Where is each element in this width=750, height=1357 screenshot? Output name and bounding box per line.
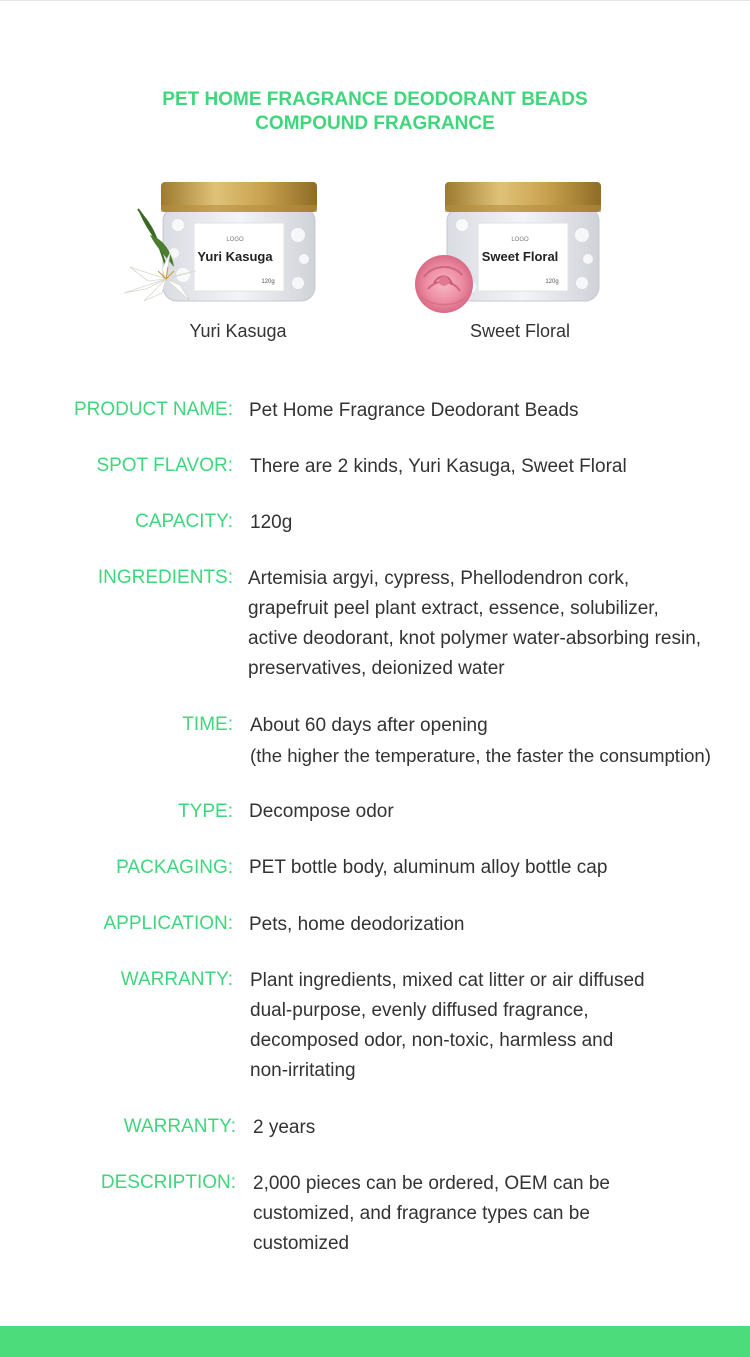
spec-value-description-line: customized, and fragrance types can be xyxy=(253,1203,590,1224)
spec-label-type: TYPE: xyxy=(178,801,233,822)
product-card-sweet-floral xyxy=(390,175,650,350)
product-caption: Sweet Floral xyxy=(469,321,571,341)
spec-value-warranty-line: non-irritating xyxy=(250,1060,356,1081)
spec-value-ingredients-line: grapefruit peel plant extract, essence, solubilizer, xyxy=(248,598,659,619)
spec-label-spot-flavor: SPOT FLAVOR: xyxy=(96,455,233,476)
spec-label-ingredients: INGREDIENTS: xyxy=(97,567,233,588)
jar-weight-text: 120g xyxy=(261,279,275,285)
spec-label-application: APPLICATION: xyxy=(103,913,233,934)
jar-logo-text: LOGO xyxy=(511,237,529,243)
product-card-yuri-kasuga xyxy=(108,175,368,350)
spec-label-warranty: WARRANTY: xyxy=(120,969,233,990)
product-caption: Yuri Kasuga xyxy=(189,321,287,341)
spec-label-capacity: CAPACITY: xyxy=(135,511,233,532)
spec-value-ingredients-line: Artemisia argyi, cypress, Phellodendron cork, xyxy=(248,568,630,589)
footer-bar xyxy=(0,1326,750,1357)
spec-value-warranty-line: Plant ingredients, mixed cat litter or air diffused xyxy=(250,970,645,991)
page-title-line2: COMPOUND FRAGRANCE xyxy=(255,113,495,134)
jar-image xyxy=(390,175,650,315)
jar-weight-text: 120g xyxy=(545,279,559,285)
spec-value-product-name: Pet Home Fragrance Deodorant Beads xyxy=(249,400,579,421)
spec-value-type: Decompose odor xyxy=(249,801,394,822)
spec-value-time-line: About 60 days after opening xyxy=(250,715,488,736)
spec-value-warranty-period: 2 years xyxy=(253,1117,316,1138)
rose-icon xyxy=(415,255,473,313)
jar-image xyxy=(108,175,368,315)
spec-value-time-line: (the higher the temperature, the faster the consumption) xyxy=(250,745,711,766)
jar-label-text: Yuri Kasuga xyxy=(197,249,273,264)
jar-label-text: Sweet Floral xyxy=(481,249,559,264)
spec-value-ingredients-line: preservatives, deionized water xyxy=(248,658,505,679)
spec-value-warranty-line: dual-purpose, evenly diffused fragrance, xyxy=(250,1000,589,1021)
spec-value-spot-flavor: There are 2 kinds, Yuri Kasuga, Sweet Floral xyxy=(250,456,627,477)
spec-value-description-line: 2,000 pieces can be ordered, OEM can be xyxy=(253,1173,611,1194)
spec-value-warranty-line: decomposed odor, non-toxic, harmless and xyxy=(250,1030,614,1051)
page-title-line1: PET HOME FRAGRANCE DEODORANT BEADS xyxy=(162,89,588,110)
spec-label-product-name: PRODUCT NAME: xyxy=(73,399,233,420)
spec-value-packaging: PET bottle body, aluminum alloy bottle cap xyxy=(249,857,608,878)
spec-value-ingredients-line: active deodorant, knot polymer water-absorbing resin, xyxy=(248,628,702,649)
spec-value-description-line: customized xyxy=(253,1233,350,1254)
jar-logo-text: LOGO xyxy=(226,237,244,243)
spec-label-packaging: PACKAGING: xyxy=(116,857,233,878)
spec-label-description: DESCRIPTION: xyxy=(100,1172,236,1193)
spec-value-application: Pets, home deodorization xyxy=(249,914,465,935)
spec-label-warranty-period: WARRANTY: xyxy=(123,1116,236,1137)
spec-value-capacity: 120g xyxy=(250,512,293,533)
spec-label-time: TIME: xyxy=(182,714,233,735)
top-divider xyxy=(0,0,750,1)
